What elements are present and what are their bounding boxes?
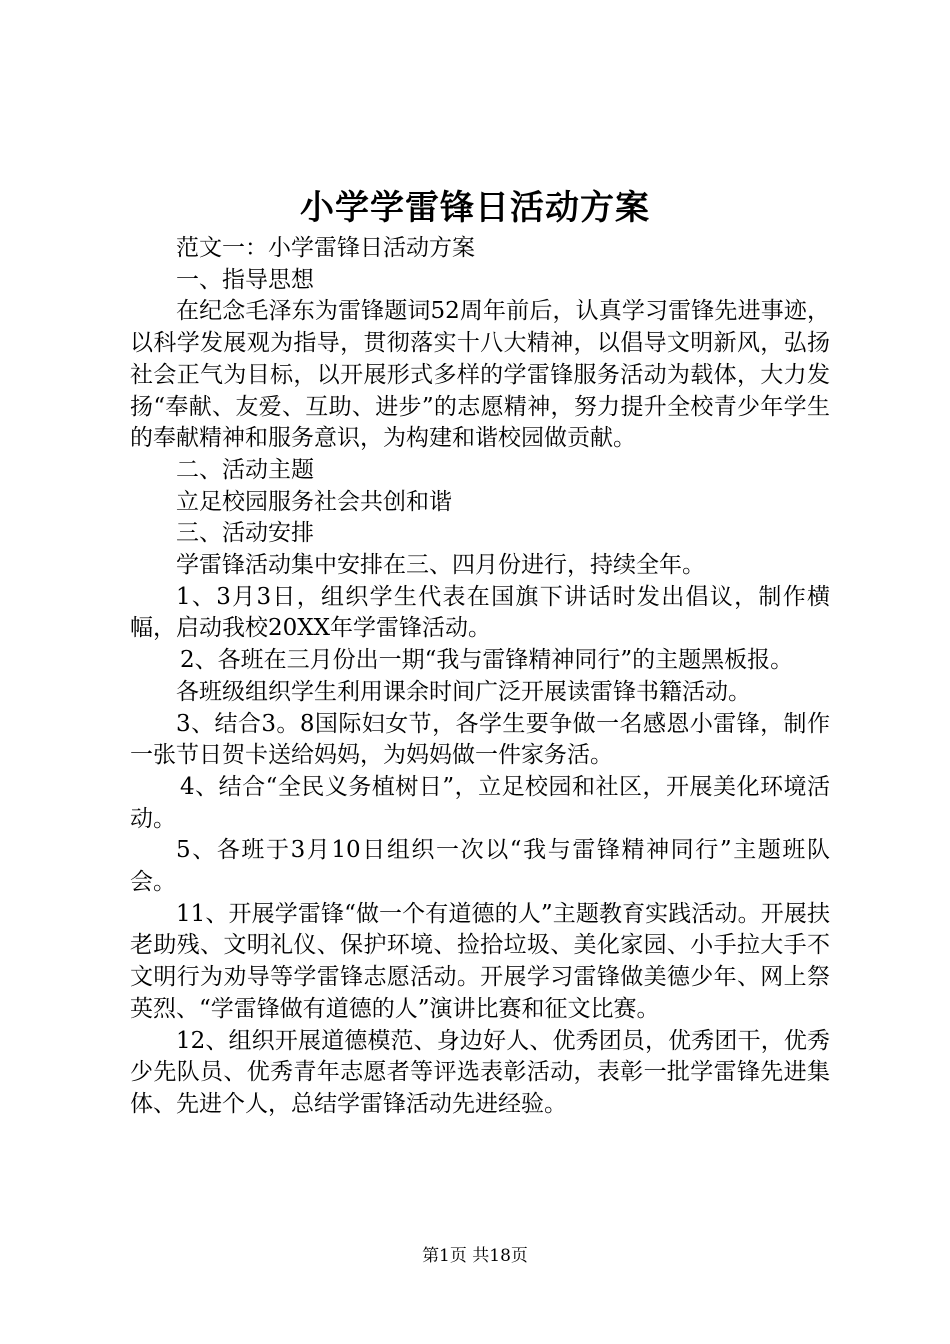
heading-guiding-thought: 一、指导思想 [176, 266, 314, 293]
paragraph-guiding-thought: 在纪念毛泽东为雷锋题词52周年前后，认真学习雷锋先进事迹，以科学发展观为指导，贯彻落实十八大精神，以倡导文明新风，弘扬社会正气为目标，以开展形式多样的学雷锋服务活动为载体，大力发扬“奉献、友爱、互助、进步”的志愿精神，努力提升全校青少年学生的奉献精神和服务意识，为构建和谐校园做贡献。 [130, 298, 830, 452]
paragraph-item-12: 12、组织开展道德模范、身边好人、优秀团员，优秀团干，优秀少先队员、优秀青年志愿者等评选表彰活动，表彰一批学雷锋先进集体、先进个人，总结学雷锋活动先进经验。 [130, 1027, 830, 1117]
paragraph-item-3: 3、结合3。8国际妇女节，各学生要争做一名感恩小雷锋，制作一张节日贺卡送给妈妈，为妈妈做一件家务活。 [130, 710, 830, 769]
document-body [130, 233, 830, 1121]
paragraph-schedule-overview: 学雷锋活动集中安排在三、四月份进行，持续全年。 [176, 552, 705, 579]
document-title: 小学学雷锋日活动方案 [300, 188, 650, 228]
paragraph-item-1: 1、3月3日，组织学生代表在国旗下讲话时发出倡议，制作横幅，启动我校20XX年学雷锋活动。 [130, 583, 830, 642]
paragraph-item-5: 5、各班于3月10日组织一次以“我与雷锋精神同行”主题班队会。 [130, 837, 830, 896]
page-footer: 第1页 共18页 [422, 1246, 528, 1266]
paragraph-reading-activity: 各班级组织学生利用课余时间广泛开展读雷锋书籍活动。 [176, 678, 751, 705]
heading-activity-schedule: 三、活动安排 [176, 520, 314, 547]
paragraph-activity-theme: 立足校园服务社会共创和谐 [176, 488, 452, 515]
paragraph-item-4: 4、结合“全民义务植树日”，立足校园和社区，开展美化环境活动。 [130, 773, 830, 832]
heading-activity-theme: 二、活动主题 [176, 456, 314, 483]
paragraph-item-11: 11、开展学雷锋“做一个有道德的人”主题教育实践活动。开展扶老助残、文明礼仪、保护环境、捡拾垃圾、美化家园、小手拉大手不文明行为劝导等学雷锋志愿活动。开展学习雷锋做美德少年、网上祭英烈、“学雷锋做有道德的人”演讲比赛和征文比赛。 [130, 900, 830, 1022]
paragraph-item-2: 2、各班在三月份出一期“我与雷锋精神同行”的主题黑板报。 [180, 647, 794, 674]
paragraph-intro: 范文一：小学雷锋日活动方案 [176, 235, 475, 261]
